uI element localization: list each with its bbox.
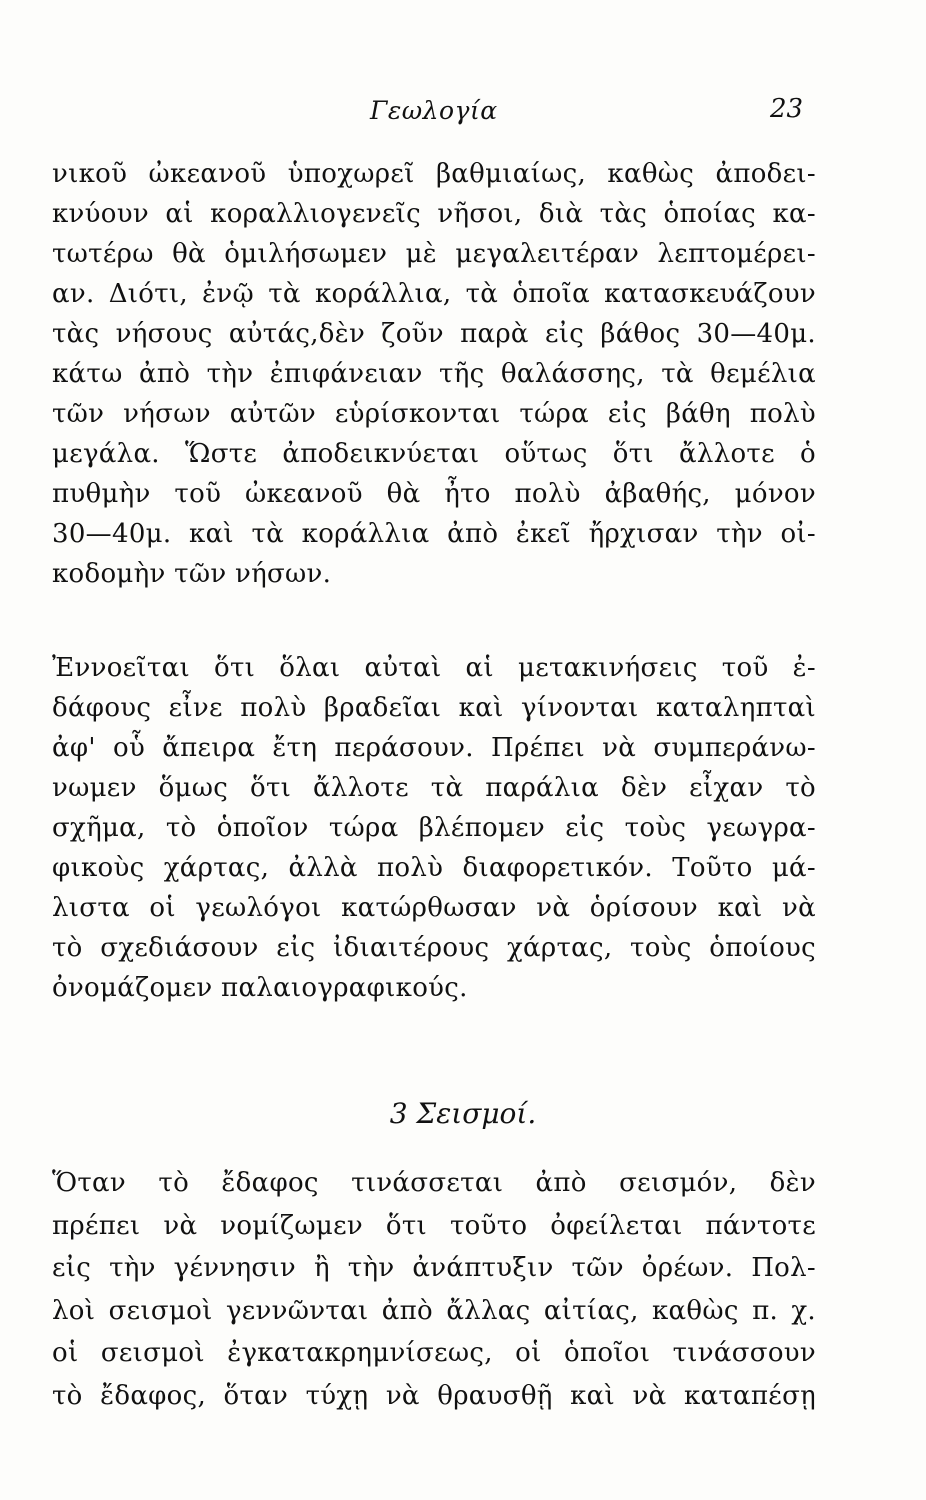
text-line: νωμεν ὅμως ὅτι ἄλλοτε τὰ παράλια δὲν εἶχαν τὸ	[52, 773, 816, 803]
paragraph-3	[52, 1162, 816, 1418]
text-line: λιστα οἱ γεωλόγοι κατώρθωσαν νὰ ὁρίσουν καὶ νὰ	[52, 893, 816, 923]
text-line: κοδομὴν τῶν νήσων.	[52, 559, 332, 589]
text-line: τὸ σχεδιάσουν εἰς ἰδιαιτέρους χάρτας, τοὺς ὁποίους	[52, 933, 816, 963]
text-line: τῶν νήσων αὐτῶν εὑρίσκονται τώρα εἰς βάθη πολὺ	[52, 399, 816, 429]
section-heading: 3 Σεισμοί.	[389, 1097, 537, 1130]
paragraph-1	[52, 154, 816, 594]
text-line: δάφους εἶνε πολὺ βραδεῖαι καὶ γίνονται καταληπταὶ	[52, 693, 816, 723]
text-line: κάτω ἀπὸ τὴν ἐπιφάνειαν τῆς θαλάσσης, τὰ θεμέλια	[52, 359, 816, 389]
text-line: αν. Διότι, ἐνῷ τὰ κοράλλια, τὰ ὁποῖα κατασκευάζουν	[52, 279, 816, 309]
text-line: πρέπει νὰ νομίζωμεν ὅτι τοῦτο ὀφείλεται πάντοτε	[52, 1210, 816, 1241]
running-title: Γεωλογία	[370, 96, 498, 125]
text-line: εἰς τὴν γέννησιν ἢ τὴν ἀνάπτυξιν τῶν ὀρέων. Πολ-	[52, 1253, 816, 1284]
paragraph-2	[52, 648, 816, 1008]
text-line: σχῆμα, τὸ ὁποῖον τώρα βλέπομεν εἰς τοὺς γεωγρα-	[52, 813, 816, 843]
text-line: λοὶ σεισμοὶ γεννῶνται ἀπὸ ἄλλας αἰτίας, καθὼς π. χ.	[52, 1295, 816, 1326]
text-line: τὰς νήσους αὐτάς,δὲν ζοῦν παρὰ εἰς βάθος 30—40μ.	[52, 319, 816, 349]
text-line: Ὅταν τὸ ἔδαφος τινάσσεται ἀπὸ σεισμόν, δὲν	[52, 1168, 816, 1198]
text-line: μεγάλα. Ὥστε ἀποδεικνύεται οὕτως ὅτι ἄλλοτε ὁ	[52, 439, 816, 469]
text-line: Ἐννοεῖται ὅτι ὅλαι αὐταὶ αἱ μετακινήσεις τοῦ ἐ-	[52, 653, 816, 683]
text-line: τὸ ἔδαφος, ὅταν τύχῃ νὰ θραυσθῇ καὶ νὰ καταπέσῃ	[52, 1380, 816, 1411]
text-line: νικοῦ ὠκεανοῦ ὑποχωρεῖ βαθμιαίως, καθὼς ἀποδει-	[52, 159, 816, 189]
text-line: ὀνομάζομεν παλαιογραφικούς.	[52, 973, 468, 1003]
running-head	[0, 96, 926, 136]
text-line: φικοὺς χάρτας, ἀλλὰ πολὺ διαφορετικόν. Τοῦτο μά-	[52, 853, 816, 883]
text-line: κνύουν αἱ κοραλλιογενεῖς νῆσοι, διὰ τὰς ὁποίας κα-	[52, 199, 816, 229]
text-line: ἀφ' οὗ ἄπειρα ἔτη περάσουν. Πρέπει νὰ συμπεράνω-	[52, 733, 816, 763]
text-line: οἱ σεισμοὶ ἐγκατακρημνίσεως, οἱ ὁποῖοι τινάσσουν	[52, 1338, 816, 1369]
text-line: τωτέρω θὰ ὁμιλήσωμεν μὲ μεγαλειτέραν λεπτομέρει-	[52, 239, 816, 269]
text-line: πυθμὴν τοῦ ὠκεανοῦ θὰ ἦτο πολὺ ἀβαθής, μόνον	[52, 479, 816, 509]
text-line: 30—40μ. καὶ τὰ κοράλλια ἀπὸ ἐκεῖ ἤρχισαν τὴν οἰ-	[52, 519, 816, 549]
page-number: 23	[770, 94, 804, 124]
